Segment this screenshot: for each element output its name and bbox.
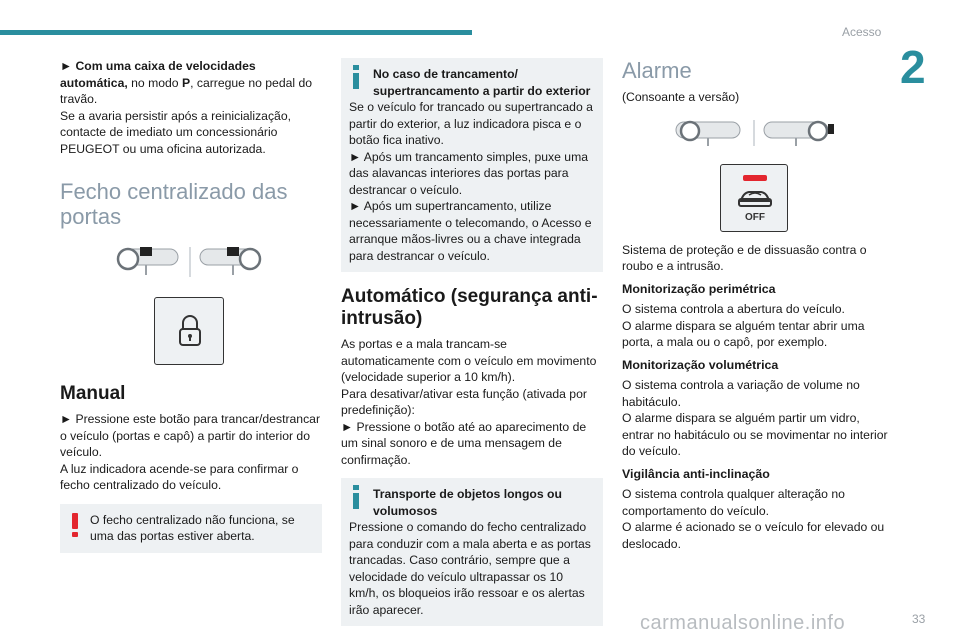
perimeter-line: O sistema controla a abertura do veículo. bbox=[622, 302, 845, 316]
warning-text: O fecho centralizado não funciona, se uma das portas estiver aberta. bbox=[90, 512, 295, 543]
steering-wheel-icon bbox=[672, 118, 842, 150]
tilt-line: O alarme é acionado se o veículo for elevado ou deslocado. bbox=[622, 520, 885, 551]
warning-note bbox=[60, 504, 322, 553]
info-note-long-objects bbox=[341, 478, 603, 626]
padlock-icon bbox=[155, 298, 225, 366]
tilt-line: O sistema controla qualquer alteração no comportamento do veículo. bbox=[622, 487, 845, 518]
header-accent-bar bbox=[0, 30, 472, 35]
perimeter-title: Monitorização perimétrica bbox=[622, 281, 776, 296]
info-note-title: No caso de trancamento/ supertrancamento a partir do exterior bbox=[373, 67, 591, 98]
automatic-title: Automático (segurança anti-intrusão) bbox=[341, 286, 598, 329]
page-number: 33 bbox=[912, 612, 926, 626]
column-1 bbox=[60, 58, 322, 553]
info-note-title: Transporte de objetos longos ou volumosos bbox=[373, 487, 562, 518]
column-3 bbox=[622, 58, 890, 552]
manual-title: Manual bbox=[60, 383, 126, 404]
off-label: OFF bbox=[745, 211, 765, 223]
intro-paragraph: Se a avaria persistir após a reinicialização, contacte de imediato um concessionário PEUGEOT ou uma oficina autorizada. bbox=[60, 108, 291, 156]
chapter-number: 2 bbox=[900, 41, 926, 93]
column-2 bbox=[341, 58, 603, 626]
info-note-line: Se o veículo for trancado ou supertrancado a partir do exterior, a luz indicadora pisca e o botão fica inativo. bbox=[349, 100, 593, 147]
automatic-body bbox=[341, 336, 603, 468]
alarm-title: Alarme bbox=[622, 58, 692, 83]
info-note-line: ► Após um trancamento simples, puxe uma das alavancas interiores das portas para destrancar o veículo. bbox=[349, 149, 588, 197]
intro-bullet-text-a: no modo bbox=[127, 75, 182, 90]
info-note-line: ► Após um supertrancamento, utilize necessariamente o telecomando, o Acesso e arranque mãos-livres ou a chave integrada para destrancar o veículo. bbox=[349, 199, 592, 263]
info-note-exterior-locking bbox=[341, 58, 603, 272]
version-note: (Consoante a versão) bbox=[622, 90, 740, 104]
alarm-location-pictogram bbox=[672, 118, 890, 158]
intro-bullet-bold: ► Com uma caixa de velocidades automática, bbox=[60, 59, 256, 90]
alarm-off-button bbox=[720, 164, 788, 232]
central-locking-button bbox=[154, 297, 224, 365]
automatic-line: Para desativar/ativar esta função (ativada por predefinição): bbox=[341, 386, 587, 417]
intro-bullet-P: P bbox=[181, 75, 191, 90]
volumetric-title: Monitorização volumétrica bbox=[622, 357, 779, 372]
steering-wheel-icon bbox=[110, 243, 270, 283]
automatic-line: As portas e a mala trancam-se automaticamente com o veículo em movimento (velocidade superior a 10 km/h). bbox=[341, 337, 597, 384]
watermark: carmanualsonline.info bbox=[640, 612, 846, 634]
warning-exclamation-icon bbox=[68, 512, 82, 538]
tilt-title: Vigilância anti-inclinação bbox=[622, 466, 770, 481]
info-icon bbox=[349, 484, 363, 510]
intro-bullet-text-b: , carregue no pedal do travão. bbox=[60, 75, 313, 106]
section-name: Acesso bbox=[842, 25, 882, 39]
alarm-car-icon bbox=[721, 165, 789, 233]
manual-text-1: ► Pressione este botão para trancar/destrancar o veículo (portas e capô) a partir do interior do veículo. bbox=[60, 412, 321, 459]
volumetric-line: O alarme dispara se alguém partir um vidro, entrar no habitáculo ou se movimentar no interior do veículo. bbox=[622, 411, 888, 458]
info-note-text: Pressione o comando do fecho centralizado para conduzir com a mala aberta e as portas trancadas. Caso contrário, sempre que a velocidade do veículo ultrapassar os 10 km/h, os bloqueios irão ressoar e os alertas irão aparecer. bbox=[349, 520, 591, 617]
alarm-intro: Sistema de proteção e de dissuasão contra o roubo e a intrusão. bbox=[622, 242, 867, 273]
volumetric-line: O sistema controla a variação de volume no habitáculo. bbox=[622, 378, 860, 409]
automatic-line: ► Pressione o botão até ao aparecimento de um sinal sonoro e de uma mensagem de confirmação. bbox=[341, 419, 587, 467]
manual-text-2: A luz indicadora acende-se para confirmar o fecho centralizado do veículo. bbox=[60, 461, 299, 492]
section-title-central-locking: Fecho centralizado das portas bbox=[60, 179, 288, 229]
dashboard-location-pictogram bbox=[110, 243, 322, 283]
info-icon bbox=[349, 64, 363, 90]
intro-bullet bbox=[60, 58, 322, 108]
perimeter-line: O alarme dispara se alguém tentar abrir uma porta, a mala ou o capô, por exemplo. bbox=[622, 318, 865, 349]
